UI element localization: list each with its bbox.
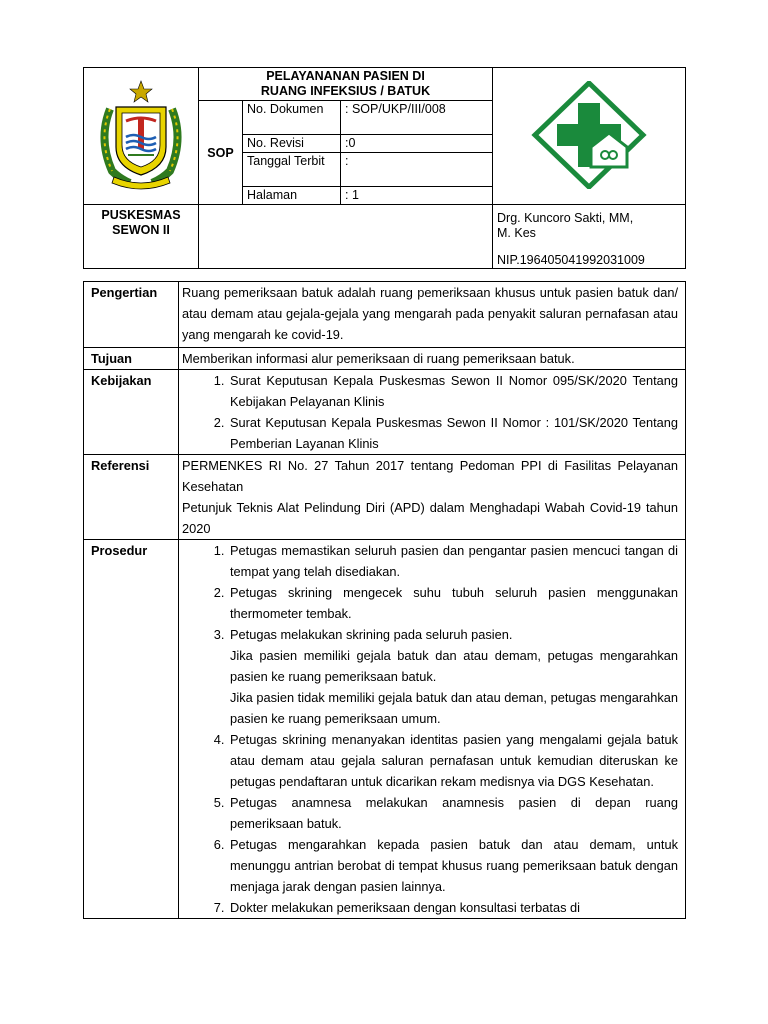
prosedur-list-cell	[179, 540, 686, 919]
prosedur-item: 7. Dokter melakukan pemeriksaan dengan konsultasi terbatas di	[228, 897, 678, 918]
text-pengertian: Ruang pemeriksaan batuk adalah ruang pemeriksaan khusus untuk pasien batuk dan/ atau demam atau gejala-gejala yang mengarah pada penyakit saluran pernafasan atau yang mengarah ke covid-19.	[179, 282, 686, 348]
sop-content-table	[83, 281, 686, 919]
meta-label-revisi: No. Revisi	[243, 135, 341, 153]
regency-crest-logo	[96, 79, 186, 191]
label-prosedur: Prosedur	[84, 540, 179, 919]
meta-value-halaman: : 1	[341, 187, 493, 205]
row-tujuan	[84, 348, 686, 370]
puskesmas-green-cross-logo	[529, 81, 649, 189]
prosedur-item-text: 3. Petugas melakukan skrining pada seluruh pasien.	[230, 627, 513, 642]
org-line-2: SEWON II	[112, 223, 170, 237]
prosedur-item-3-sub-2: Jika pasien tidak memiliki gejala batuk dan atau deman, petugas mengarahkan pasien ke ruang pemeriksaan umum.	[230, 690, 678, 726]
signer-name-line-1: Drg. Kuncoro Sakti, MM,	[497, 211, 634, 225]
row-kebijakan	[84, 370, 686, 455]
signer-block	[493, 205, 686, 269]
meta-value-tanggal: :	[341, 153, 493, 187]
meta-label-dokumen: No. Dokumen	[243, 101, 341, 135]
referensi-cell	[179, 455, 686, 540]
kebijakan-list-cell	[179, 370, 686, 455]
prosedur-item: 4. Petugas skrining menanyakan identitas pasien yang mengalami gejala batuk atau demam atau gejala saluran pernafasan untuk kemudian diteruskan ke petugas pendaftaran untuk dicarikan rekam medisnya via DGS Kesehatan.	[228, 729, 678, 792]
org-line-1: PUSKESMAS	[101, 208, 181, 222]
referensi-line-1: PERMENKES RI No. 27 Tahun 2017 tentang Pedoman PPI di Fasilitas Pelayanan Kesehatan	[182, 458, 678, 494]
organization-name	[84, 205, 199, 269]
row-referensi	[84, 455, 686, 540]
sop-label: SOP	[199, 101, 243, 205]
signer-name-line-2: M. Kes	[497, 226, 536, 240]
regency-crest-logo-cell	[84, 68, 199, 205]
signer-nip: NIP.196405041992031009	[497, 253, 645, 267]
prosedur-list	[182, 540, 678, 918]
prosedur-item: 2. Petugas skrining mengecek suhu tubuh seluruh pasien menggunakan thermometer tembak.	[228, 582, 678, 624]
puskesmas-logo-cell	[493, 68, 686, 205]
meta-label-tanggal: Tanggal Terbit	[243, 153, 341, 187]
kebijakan-item: 2. Surat Keputusan Kepala Puskesmas Sewon II Nomor : 101/SK/2020 Tentang Pemberian Layanan Klinis	[228, 412, 678, 454]
prosedur-item: 5. Petugas anamnesa melakukan anamnesis pasien di depan ruang pemeriksaan batuk.	[228, 792, 678, 834]
referensi-line-2: Petunjuk Teknis Alat Pelindung Diri (APD) dalam Menghadapi Wabah Covid-19 tahun 2020	[182, 500, 678, 536]
label-referensi: Referensi	[84, 455, 179, 540]
document-title	[199, 68, 493, 101]
prosedur-item: 1. Petugas memastikan seluruh pasien dan pengantar pasien mencuci tangan di tempat yang telah disediakan.	[228, 540, 678, 582]
row-pengertian	[84, 282, 686, 348]
empty-header-cell	[199, 205, 493, 269]
title-line-2: RUANG INFEKSIUS / BATUK	[260, 84, 431, 98]
row-prosedur	[84, 540, 686, 919]
meta-value-dokumen: : SOP/UKP/III/008	[341, 101, 493, 135]
kebijakan-list	[182, 370, 678, 454]
label-kebijakan: Kebijakan	[84, 370, 179, 455]
kebijakan-item: 1. Surat Keputusan Kepala Puskesmas Sewon II Nomor 095/SK/2020 Tentang Kebijakan Pelayanan Klinis	[228, 370, 678, 412]
prosedur-item: 6. Petugas mengarahkan kepada pasien batuk dan atau demam, untuk menunggu antrian berobat di tempat khusus ruang pemeriksaan batuk dengan menjaga jarak dengan pasien lainnya.	[228, 834, 678, 897]
title-line-1: PELAYANANAN PASIEN DI	[266, 69, 425, 83]
label-tujuan: Tujuan	[84, 348, 179, 370]
sop-header-table	[83, 67, 686, 269]
prosedur-item-3-sub-1: Jika pasien memiliki gejala batuk dan atau demam, petugas mengarahkan pasien ke ruang pemeriksaan batuk.	[230, 648, 678, 684]
label-pengertian: Pengertian	[84, 282, 179, 348]
meta-value-revisi: :0	[341, 135, 493, 153]
meta-label-halaman: Halaman	[243, 187, 341, 205]
prosedur-item-3	[228, 624, 678, 729]
text-tujuan: Memberikan informasi alur pemeriksaan di ruang pemeriksaan batuk.	[179, 348, 686, 370]
